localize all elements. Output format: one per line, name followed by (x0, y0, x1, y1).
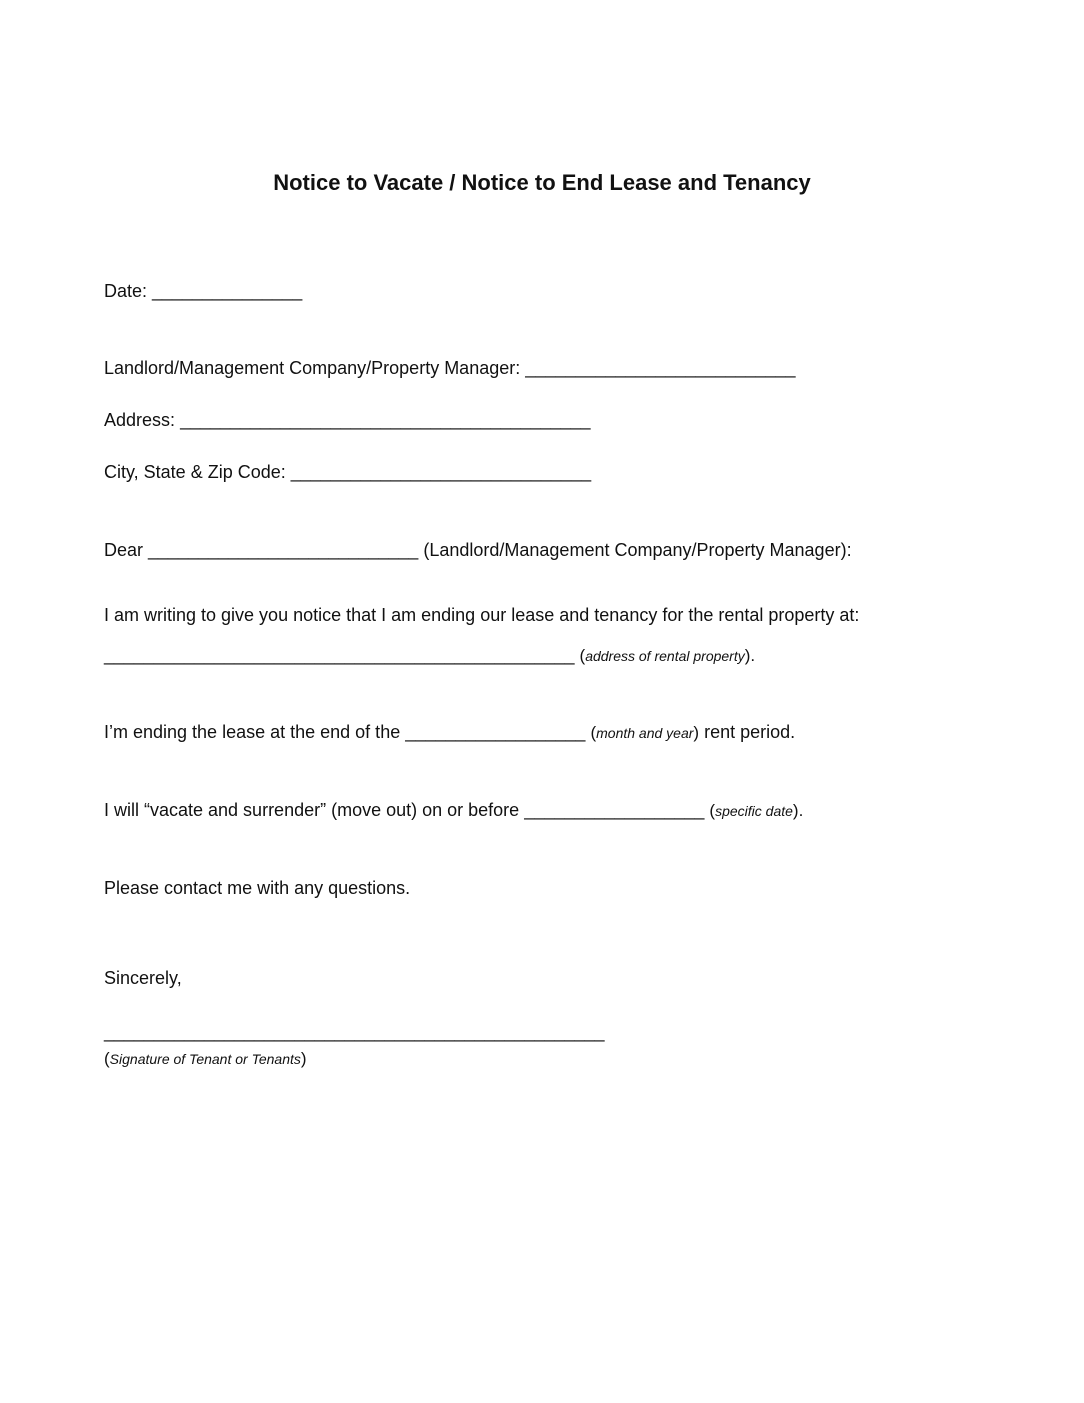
ending-hint: month and year (596, 725, 694, 741)
ending-suffix: rent period. (704, 722, 796, 742)
contact-line: Please contact me with any questions. (104, 878, 411, 898)
property-open: ( (579, 646, 586, 665)
address-field[interactable]: _________________________________________ (180, 410, 591, 430)
city-line (104, 460, 591, 484)
landlord-field[interactable]: ___________________________ (525, 358, 796, 378)
landlord-line (104, 356, 796, 380)
ending-open: ( (590, 723, 597, 742)
vacate-hint: specific date (715, 803, 793, 819)
ending-field[interactable]: __________________ (405, 722, 586, 742)
property-line (104, 643, 755, 668)
signature-close: ) (300, 1049, 307, 1068)
landlord-label: Landlord/Management Company/Property Manager: (104, 358, 521, 378)
ending-text: I’m ending the lease at the end of the (104, 722, 401, 742)
property-hint: address of rental property (585, 648, 745, 664)
city-label: City, State & Zip Code: (104, 462, 286, 482)
date-line (104, 279, 302, 303)
dear-field[interactable]: ___________________________ (148, 540, 419, 560)
date-label: Date: (104, 281, 148, 301)
ending-line (104, 720, 795, 745)
vacate-text: I will “vacate and surrender” (move out) on or before (104, 800, 520, 820)
vacate-line (104, 798, 803, 823)
document-title: Notice to Vacate / Notice to End Lease and Tenancy (273, 170, 811, 195)
vacate-open: ( (709, 801, 716, 820)
vacate-field[interactable]: __________________ (524, 800, 705, 820)
city-field[interactable]: ______________________________ (290, 462, 592, 482)
signature-hint: Signature of Tenant or Tenants (109, 1051, 301, 1067)
address-label: Address: (104, 410, 176, 430)
dear-suffix: (Landlord/Management Company/Property Manager): (423, 540, 852, 560)
property-field[interactable]: _______________________________________________ (104, 645, 575, 665)
property-close: ). (744, 646, 756, 665)
signature-field[interactable]: __________________________________________________ (104, 1022, 605, 1042)
signature-caption (104, 1046, 307, 1071)
ending-close: ) (693, 723, 700, 742)
dear-label: Dear (104, 540, 144, 560)
vacate-close: ). (792, 801, 804, 820)
signature-open: ( (104, 1049, 110, 1068)
address-line (104, 408, 591, 432)
notice-sentence: I am writing to give you notice that I am ending our lease and tenancy for the rental property at: (104, 605, 860, 625)
date-field[interactable]: _______________ (152, 281, 303, 301)
closing-line: Sincerely, (104, 968, 182, 988)
dear-line (104, 538, 852, 562)
